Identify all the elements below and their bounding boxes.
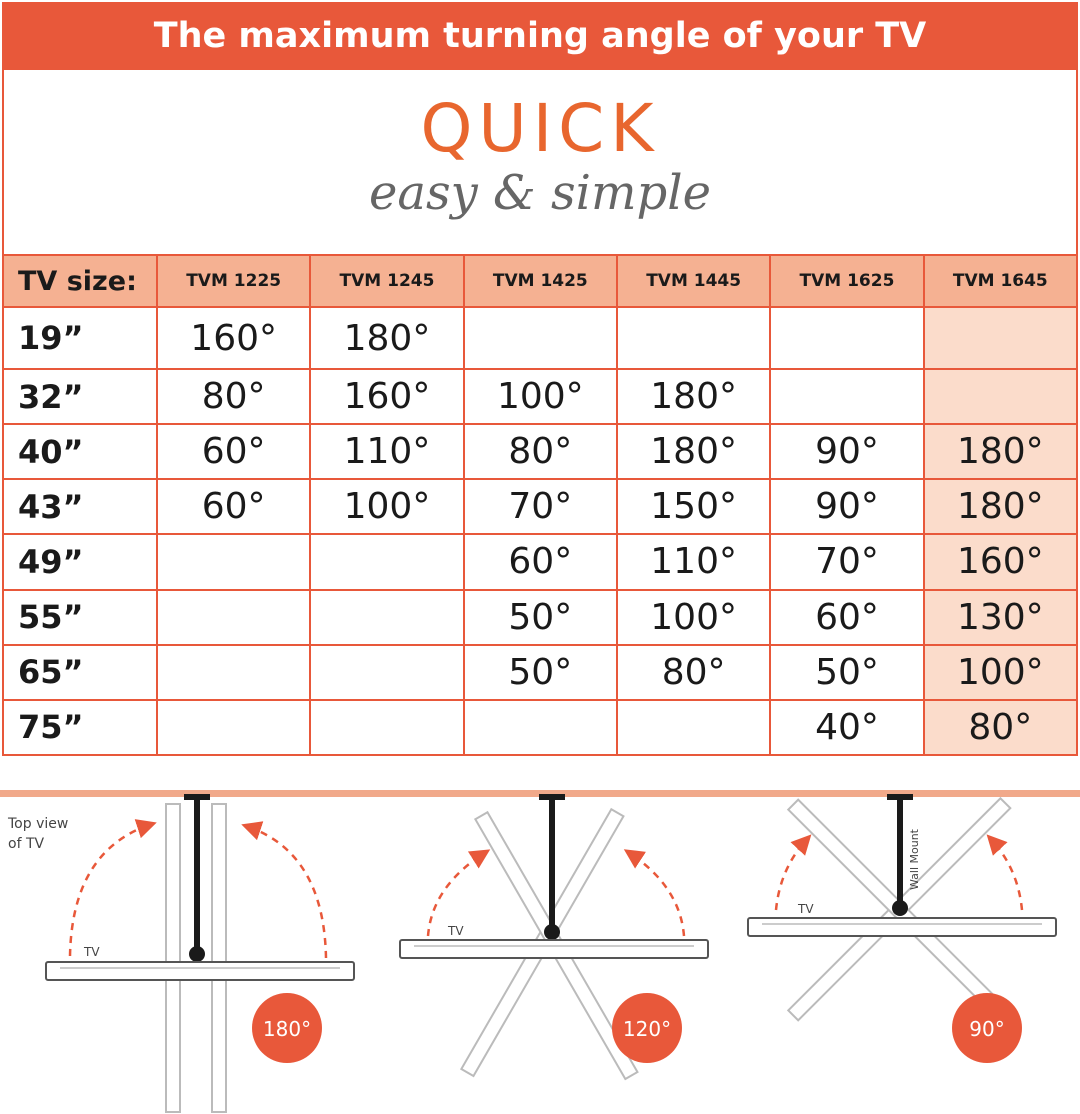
angle-cell xyxy=(464,700,617,755)
tv-size-cell: 49” xyxy=(3,534,157,589)
angle-cell: 110° xyxy=(310,424,463,479)
angle-cell xyxy=(617,307,770,369)
tv-panel xyxy=(400,940,708,958)
angle-cell: 160° xyxy=(924,534,1077,589)
angle-cell: 50° xyxy=(770,645,923,700)
table-row xyxy=(3,700,1077,755)
angle-cell: 80° xyxy=(157,369,310,424)
rotation-arrow xyxy=(776,838,808,910)
angle-cell: 90° xyxy=(770,424,923,479)
angle-cell: 180° xyxy=(924,424,1077,479)
column-header: TVM 1445 xyxy=(617,255,770,307)
angle-cell: 70° xyxy=(464,479,617,534)
column-header: TVM 1625 xyxy=(770,255,923,307)
angle-cell: 180° xyxy=(617,424,770,479)
angle-cell xyxy=(617,700,770,755)
angle-cell xyxy=(157,534,310,589)
diagram-120 xyxy=(400,794,708,1079)
column-header: TVM 1245 xyxy=(310,255,463,307)
turning-angle-table xyxy=(2,254,1078,756)
table-header-row xyxy=(3,255,1077,307)
angle-cell: 160° xyxy=(157,307,310,369)
angle-cell: 180° xyxy=(617,369,770,424)
rotation-arrow xyxy=(246,826,326,958)
angle-cell: 80° xyxy=(924,700,1077,755)
headline: QUICK xyxy=(420,90,660,167)
wall-mount-label: Wall Mount xyxy=(908,829,921,890)
table-row xyxy=(3,645,1077,700)
angle-cell: 60° xyxy=(464,534,617,589)
tv-size-cell: 40” xyxy=(3,424,157,479)
mount-arm xyxy=(549,798,555,930)
column-header: TVM 1645 xyxy=(924,255,1077,307)
table-row xyxy=(3,590,1077,645)
hero-panel xyxy=(2,70,1078,254)
angle-cell: 60° xyxy=(770,590,923,645)
angle-cell: 180° xyxy=(924,479,1077,534)
angle-cell: 100° xyxy=(310,479,463,534)
tv-size-cell: 43” xyxy=(3,479,157,534)
table-row xyxy=(3,369,1077,424)
angle-cell xyxy=(157,700,310,755)
tagline: easy & simple xyxy=(369,165,711,221)
column-header: TVM 1225 xyxy=(157,255,310,307)
angle-cell xyxy=(770,369,923,424)
angle-badge-label: 90° xyxy=(969,1017,1005,1041)
angle-cell xyxy=(310,590,463,645)
angle-cell xyxy=(310,700,463,755)
tv-panel xyxy=(46,962,354,980)
banner-title: The maximum turning angle of your TV xyxy=(153,16,927,56)
angle-cell: 100° xyxy=(924,645,1077,700)
angle-badge-label: 120° xyxy=(622,1017,672,1041)
angle-cell xyxy=(310,534,463,589)
angle-cell: 100° xyxy=(464,369,617,424)
tv-size-cell: 55” xyxy=(3,590,157,645)
angle-cell: 70° xyxy=(770,534,923,589)
angle-cell xyxy=(157,590,310,645)
rotation-diagrams xyxy=(0,760,1080,1114)
pivot xyxy=(892,900,908,916)
angle-cell xyxy=(770,307,923,369)
angle-cell: 90° xyxy=(770,479,923,534)
pivot xyxy=(189,946,205,962)
tv-size-cell: 19” xyxy=(3,307,157,369)
angle-cell: 60° xyxy=(157,424,310,479)
tv-size-cell: 75” xyxy=(3,700,157,755)
mount-arm xyxy=(194,798,200,952)
top-view-caption-text: Top view of TV xyxy=(8,816,69,852)
table-row xyxy=(3,307,1077,369)
angle-cell xyxy=(924,369,1077,424)
diagram-90 xyxy=(748,794,1056,1063)
angle-cell: 50° xyxy=(464,645,617,700)
rotation-arrow xyxy=(990,838,1022,910)
tv-label: TV xyxy=(448,924,464,938)
angle-cell: 160° xyxy=(310,369,463,424)
angle-cell xyxy=(464,307,617,369)
column-header: TVM 1425 xyxy=(464,255,617,307)
tv-label: TV xyxy=(798,902,814,916)
tv-ghost xyxy=(166,804,180,1112)
tv-label: TV xyxy=(84,945,100,959)
angle-cell: 40° xyxy=(770,700,923,755)
tv-size-header: TV size: xyxy=(3,255,157,307)
angle-cell: 110° xyxy=(617,534,770,589)
angle-cell xyxy=(310,645,463,700)
angle-cell: 180° xyxy=(310,307,463,369)
angle-cell: 80° xyxy=(617,645,770,700)
angle-badge-label: 180° xyxy=(262,1017,312,1041)
rotation-arrow xyxy=(628,852,684,936)
rotation-arrow xyxy=(70,824,152,956)
top-view-caption xyxy=(8,814,68,854)
angle-cell xyxy=(157,645,310,700)
table-row xyxy=(3,534,1077,589)
angle-cell xyxy=(924,307,1077,369)
table-row xyxy=(3,424,1077,479)
angle-cell: 50° xyxy=(464,590,617,645)
angle-cell: 150° xyxy=(617,479,770,534)
table-row xyxy=(3,479,1077,534)
angle-cell: 130° xyxy=(924,590,1077,645)
angle-cell: 80° xyxy=(464,424,617,479)
angle-cell: 100° xyxy=(617,590,770,645)
tv-panel xyxy=(748,918,1056,936)
mount-arm xyxy=(897,798,903,906)
angle-cell: 60° xyxy=(157,479,310,534)
pivot xyxy=(544,924,560,940)
tv-size-cell: 32” xyxy=(3,369,157,424)
tv-size-cell: 65” xyxy=(3,645,157,700)
rotation-diagrams-svg xyxy=(0,760,1080,1114)
title-banner xyxy=(2,2,1078,70)
diagram-180 xyxy=(46,794,354,1112)
tv-ghost xyxy=(212,804,226,1112)
